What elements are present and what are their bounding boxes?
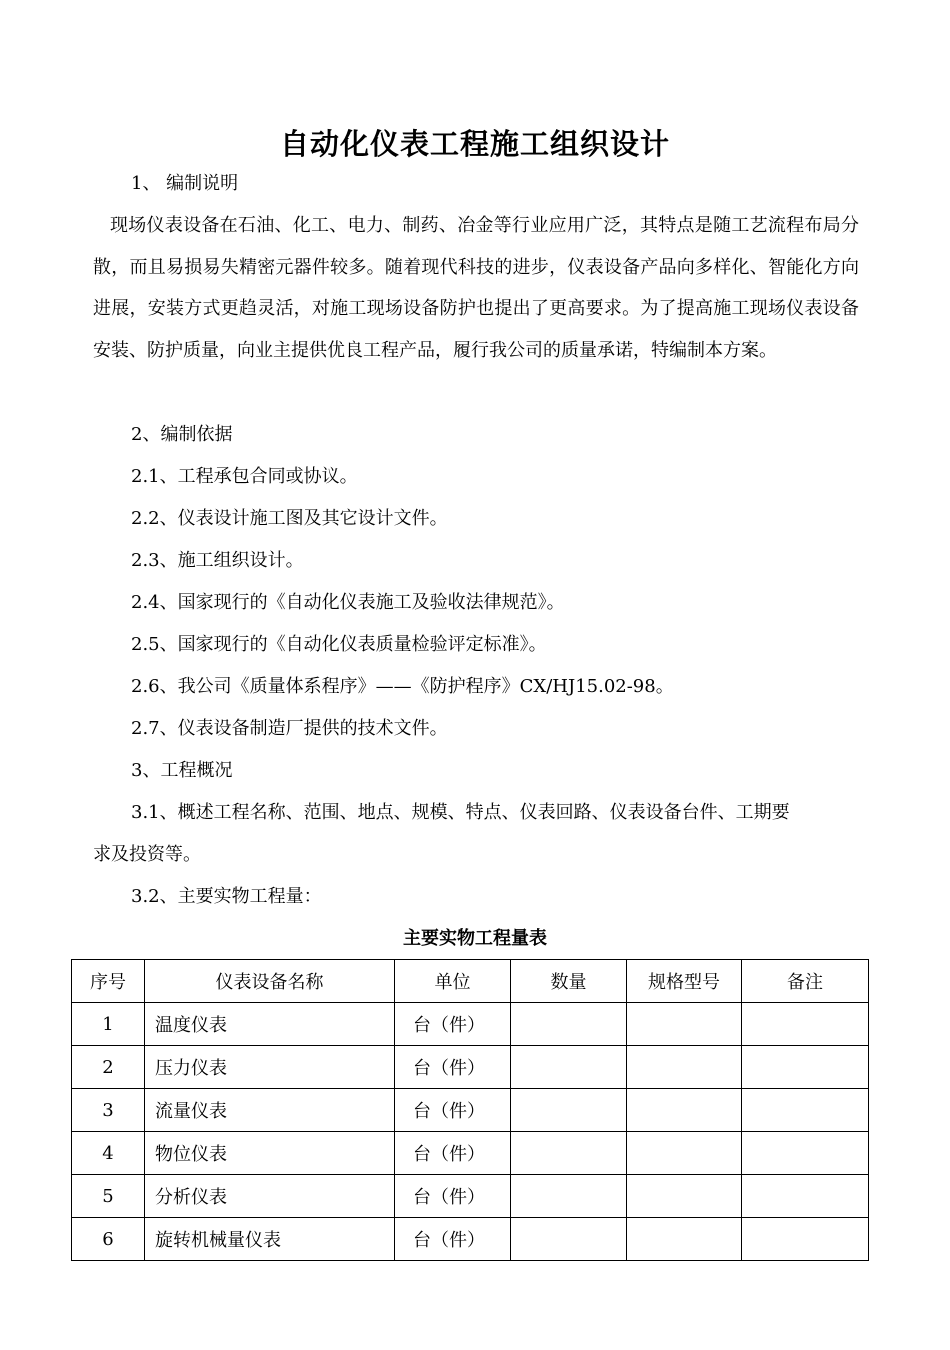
cell-note [742,1089,869,1132]
cell-note [742,1046,869,1089]
cell-spec [627,1132,742,1175]
cell-note [742,1175,869,1218]
cell-name: 物位仪表 [145,1132,395,1175]
cell-no: 4 [72,1132,145,1175]
cell-note [742,1218,869,1261]
cell-unit: 台（件） [395,1218,511,1261]
section-heading-1: 1、 编制说明 [131,173,239,194]
table-row [72,1132,869,1175]
overview-item: 3.2、主要实物工程量： [131,886,322,907]
cell-spec [627,1046,742,1089]
document-title: 自动化仪表工程施工组织设计 [279,127,670,161]
cell-spec [627,1003,742,1046]
header-cell: 备注 [742,960,869,1003]
section-1-paragraph: 现场仪表设备在石油、化工、电力、制药、冶金等行业应用广泛，其特点是随工艺流程布局分散，而且易损易失精密元器件较多。随着现代科技的进步，仪表设备产品向多样化、智能化方向进展，安装方式更趋灵活，对施工现场设备防护也提出了更高要求。为了提高施工现场仪表设备安装、防护质量，向业主提供优良工程产品，履行我公司的质量承诺，特编制本方案。 [93,215,859,362]
cell-no: 3 [72,1089,145,1132]
basis-item: 2.6、我公司《质量体系程序》——《防护程序》CX/HJ15.02-98。 [131,676,674,697]
table-row [72,1003,869,1046]
basis-item: 2.1、工程承包合同或协议。 [131,466,358,487]
cell-unit: 台（件） [395,1046,511,1089]
table-row [72,1089,869,1132]
basis-item: 2.2、仪表设计施工图及其它设计文件。 [131,508,448,529]
cell-name: 温度仪表 [145,1003,395,1046]
cell-unit: 台（件） [395,1132,511,1175]
cell-name: 压力仪表 [145,1046,395,1089]
cell-name: 旋转机械量仪表 [145,1218,395,1261]
cell-qty [511,1175,627,1218]
header-cell: 数量 [511,960,627,1003]
header-cell: 序号 [72,960,145,1003]
cell-no: 2 [72,1046,145,1089]
quantity-table [71,959,869,1261]
cell-qty [511,1046,627,1089]
cell-spec [627,1089,742,1132]
basis-item: 2.3、施工组织设计。 [131,550,304,571]
basis-item: 2.7、仪表设备制造厂提供的技术文件。 [131,718,448,739]
table-row [72,1046,869,1089]
cell-name: 流量仪表 [145,1089,395,1132]
cell-qty [511,1218,627,1261]
cell-unit: 台（件） [395,1175,511,1218]
cell-note [742,1003,869,1046]
cell-qty [511,1132,627,1175]
cell-no: 5 [72,1175,145,1218]
cell-qty [511,1089,627,1132]
cell-unit: 台（件） [395,1003,511,1046]
cell-spec [627,1175,742,1218]
cell-note [742,1132,869,1175]
table-caption: 主要实物工程量表 [403,928,547,949]
table-row [72,1175,869,1218]
section-heading-3: 3、工程概况 [131,760,233,781]
cell-no: 1 [72,1003,145,1046]
table-header-row [72,960,869,1003]
header-cell: 仪表设备名称 [145,960,395,1003]
overview-item-line: 求及投资等。 [93,844,201,865]
table-row [72,1218,869,1261]
cell-name: 分析仪表 [145,1175,395,1218]
header-cell: 单位 [395,960,511,1003]
cell-spec [627,1218,742,1261]
cell-qty [511,1003,627,1046]
section-heading-2: 2、编制依据 [131,424,233,445]
cell-unit: 台（件） [395,1089,511,1132]
basis-item: 2.4、国家现行的《自动化仪表施工及验收法律规范》。 [131,592,565,613]
header-cell: 规格型号 [627,960,742,1003]
overview-item-line: 3.1、概述工程名称、范围、地点、规模、特点、仪表回路、仪表设备台件、工期要 [131,802,790,823]
basis-item: 2.5、国家现行的《自动化仪表质量检验评定标准》。 [131,634,547,655]
cell-no: 6 [72,1218,145,1261]
